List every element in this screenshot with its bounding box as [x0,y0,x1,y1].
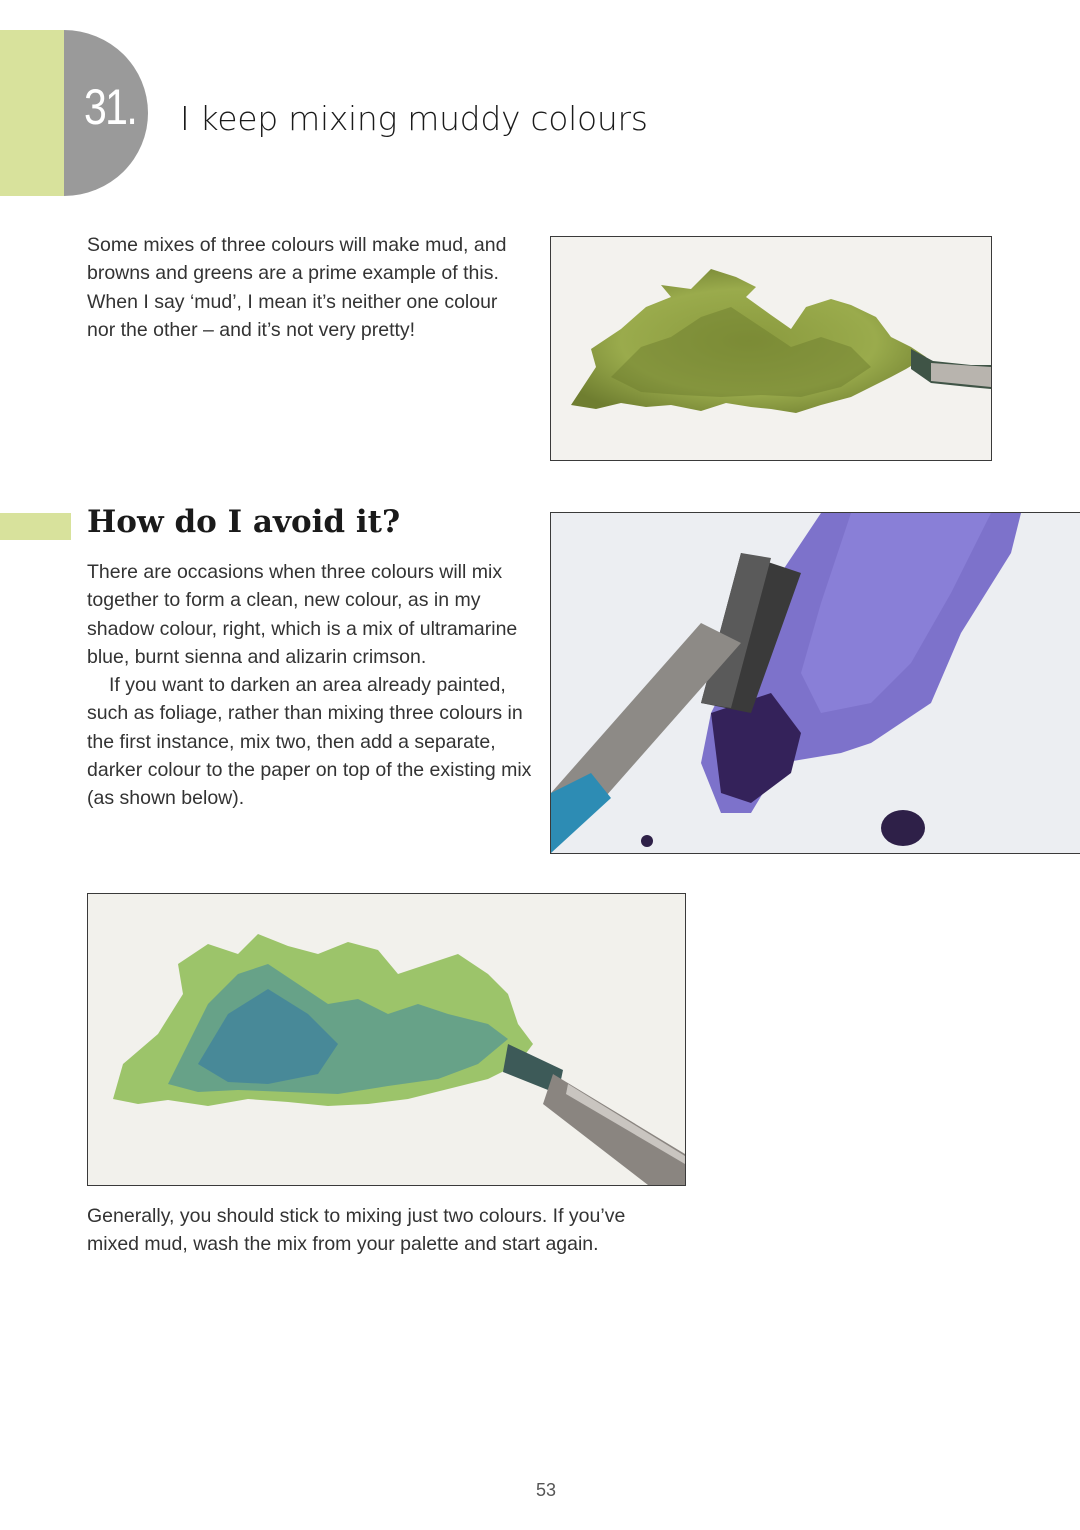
page-number: 53 [535,1480,557,1500]
chapter-tab-accent [0,30,64,196]
section-paragraph-1: There are occasions when three colours will mix together to form a clean, new colour, as in my shadow colour, right, which is a mix of ultramarine blue, burnt sienna and alizarin crimson. [87,561,518,668]
section-heading: How do I avoid it? [87,504,401,540]
shadow-colour-photo [550,512,1080,854]
chapter-number: 31. [84,79,137,135]
muddy-mix-photo [550,236,992,461]
section-paragraph-2: If you want to darken an area already painted, such as foliage, rather than mixing three colours in the first instance, mix two, then add a separate, darker colour to the paper on top of the existing mix (as shown below). [87,674,532,810]
photo-caption: Generally, you should stick to mixing just two colours. If you’ve mixed mud, wash the mix from your palette and start again. [87,1205,626,1256]
section-accent-bar [0,513,71,540]
intro-paragraph: Some mixes of three colours will make mud, and browns and greens are a prime example of this. When I say ‘mud’, I mean it’s neither one colour nor the other – and it’s not very pretty! [87,234,507,341]
chapter-title: I keep mixing muddy colours [180,99,648,138]
foliage-layering-photo [87,893,686,1186]
section-body [87,558,532,813]
